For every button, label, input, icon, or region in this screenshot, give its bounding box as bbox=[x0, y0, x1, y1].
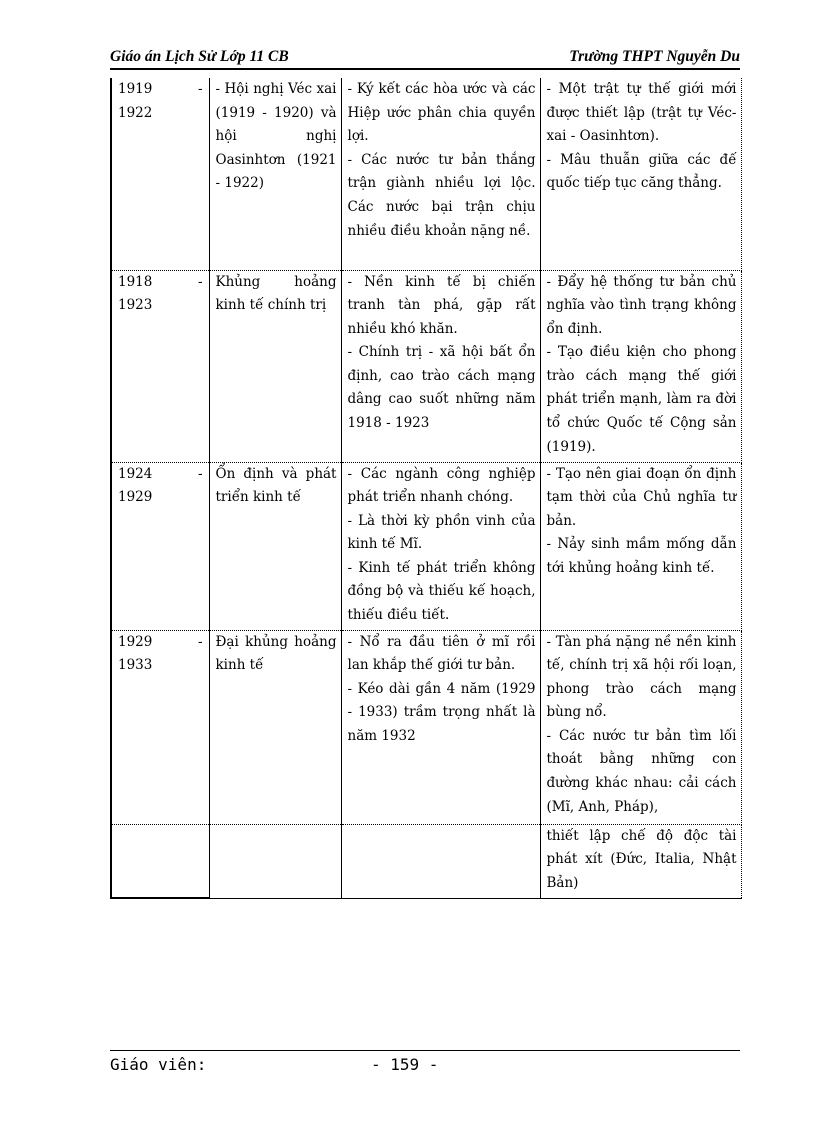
content-item: - Chính trị - xã hội bất ổn định, cao trào cách mạng dâng cao suốt những năm 1918 - 1923 bbox=[347, 344, 536, 432]
content-item: - Kinh tế phát triển không đồng bộ và thiếu kế hoạch, thiếu điều tiết. bbox=[347, 559, 536, 624]
content-cell bbox=[341, 270, 540, 462]
content-cell bbox=[341, 462, 540, 630]
period-start: 1919 bbox=[118, 81, 153, 97]
period-dash: - bbox=[197, 81, 203, 97]
footer-teacher-label: Giáo viên: bbox=[110, 1055, 207, 1074]
period-cell bbox=[111, 824, 209, 898]
event-text: Đại khủng hoảng kinh tế bbox=[215, 633, 337, 674]
table-row bbox=[111, 630, 741, 824]
content-cell bbox=[341, 630, 540, 824]
result-item: - Đẩy hệ thống tư bản chủ nghĩa vào tình trạng không ổn định. bbox=[546, 273, 737, 337]
page-number: - 159 - bbox=[371, 1055, 439, 1074]
period-cell bbox=[111, 78, 209, 270]
content-cell bbox=[341, 824, 540, 898]
result-item: - Mâu thuẫn giữa các đế quốc tiếp tục căng thẳng. bbox=[546, 151, 737, 192]
content-item: - Là thời kỳ phồn vinh của kinh tế Mĩ. bbox=[347, 512, 536, 553]
period-end: 1929 bbox=[118, 489, 153, 506]
header-school-name: Trường THPT Nguyễn Du bbox=[569, 48, 740, 65]
content-item: - Ký kết các hòa ước và các Hiệp ước phân chia quyền lợi. bbox=[347, 81, 536, 145]
table-row bbox=[111, 824, 741, 898]
table-row bbox=[111, 270, 741, 462]
period-cell bbox=[111, 462, 209, 630]
result-cell bbox=[540, 462, 741, 630]
content-item: - Các nước tư bản thắng trận giành nhiều lợi lộc. Các nước bại trận chịu nhiều điều khoản nặng nề. bbox=[347, 151, 536, 239]
period-end: 1922 bbox=[118, 104, 153, 121]
event-cell bbox=[209, 630, 341, 824]
header-course-title: Giáo án Lịch Sử Lớp 11 CB bbox=[110, 48, 289, 65]
period-end: 1933 bbox=[118, 657, 153, 674]
period-cell bbox=[111, 630, 209, 824]
content-item: - Kéo dài gần 4 năm (1929 - 1933) trầm trọng nhất là năm 1932 bbox=[347, 680, 536, 744]
result-item: - Tạo nên giai đoạn ổn định tạm thời của Chủ nghĩa tư bản. bbox=[546, 465, 737, 529]
content-cell bbox=[341, 78, 540, 270]
period-start: 1929 bbox=[118, 633, 153, 650]
result-item: - Một trật tự thế giới mới được thiết lập (trật tự Véc-xai - Oasinhtơn). bbox=[546, 81, 737, 145]
period-dash: - bbox=[197, 465, 203, 482]
history-summary-table bbox=[110, 78, 742, 899]
period-dash: - bbox=[197, 633, 203, 650]
period-cell bbox=[111, 270, 209, 462]
content-item: - Nền kinh tế bị chiến tranh tàn phá, gặp rất nhiều khó khăn. bbox=[347, 273, 536, 337]
result-item: - Nảy sinh mầm mống dẫn tới khủng hoảng kinh tế. bbox=[546, 536, 737, 576]
result-cell bbox=[540, 824, 741, 898]
event-cell bbox=[209, 824, 341, 898]
event-text: Ổn định và phát triển kinh tế bbox=[215, 465, 337, 506]
event-cell bbox=[209, 270, 341, 462]
header-divider bbox=[110, 68, 740, 70]
event-text: - Hội nghị Véc xai (1919 - 1920) và hội nghị Oasinhtơn (1921 - 1922) bbox=[215, 81, 337, 192]
period-start: 1918 bbox=[118, 273, 153, 290]
event-text: Khủng hoảng kinh tế chính trị bbox=[215, 273, 337, 314]
result-cell bbox=[540, 270, 741, 462]
content-item: - Các ngành công nghiệp phát triển nhanh chóng. bbox=[347, 465, 536, 506]
event-cell bbox=[209, 78, 341, 270]
period-end: 1923 bbox=[118, 297, 153, 314]
table-row bbox=[111, 462, 741, 630]
result-item: - Tạo điều kiện cho phong trào cách mạng thế giới phát triển mạnh, làm ra đời tổ chức Quốc tế Cộng sản (1919). bbox=[546, 344, 737, 455]
result-item: - Tàn phá nặng nề nền kinh tế, chính trị xã hội rối loạn, phong trào cách mạng bùng nổ. bbox=[546, 633, 737, 721]
period-dash: - bbox=[197, 273, 203, 290]
result-item: thiết lập chế độ độc tài phát xít (Đức, Italia, Nhật Bản) bbox=[546, 827, 737, 891]
content-item: - Nổ ra đầu tiên ở mĩ rồi lan khắp thế giới tư bản. bbox=[347, 633, 536, 674]
result-cell bbox=[540, 630, 741, 824]
period-start: 1924 bbox=[118, 465, 153, 482]
event-cell bbox=[209, 462, 341, 630]
result-cell bbox=[540, 78, 741, 270]
table-row bbox=[111, 78, 741, 270]
footer-divider bbox=[110, 1050, 740, 1051]
page-footer bbox=[110, 1053, 740, 1075]
result-item: - Các nước tư bản tìm lối thoát bằng những con đường khác nhau: cải cách (Mĩ, Anh, Pháp), bbox=[546, 727, 737, 815]
page-header bbox=[110, 46, 740, 66]
